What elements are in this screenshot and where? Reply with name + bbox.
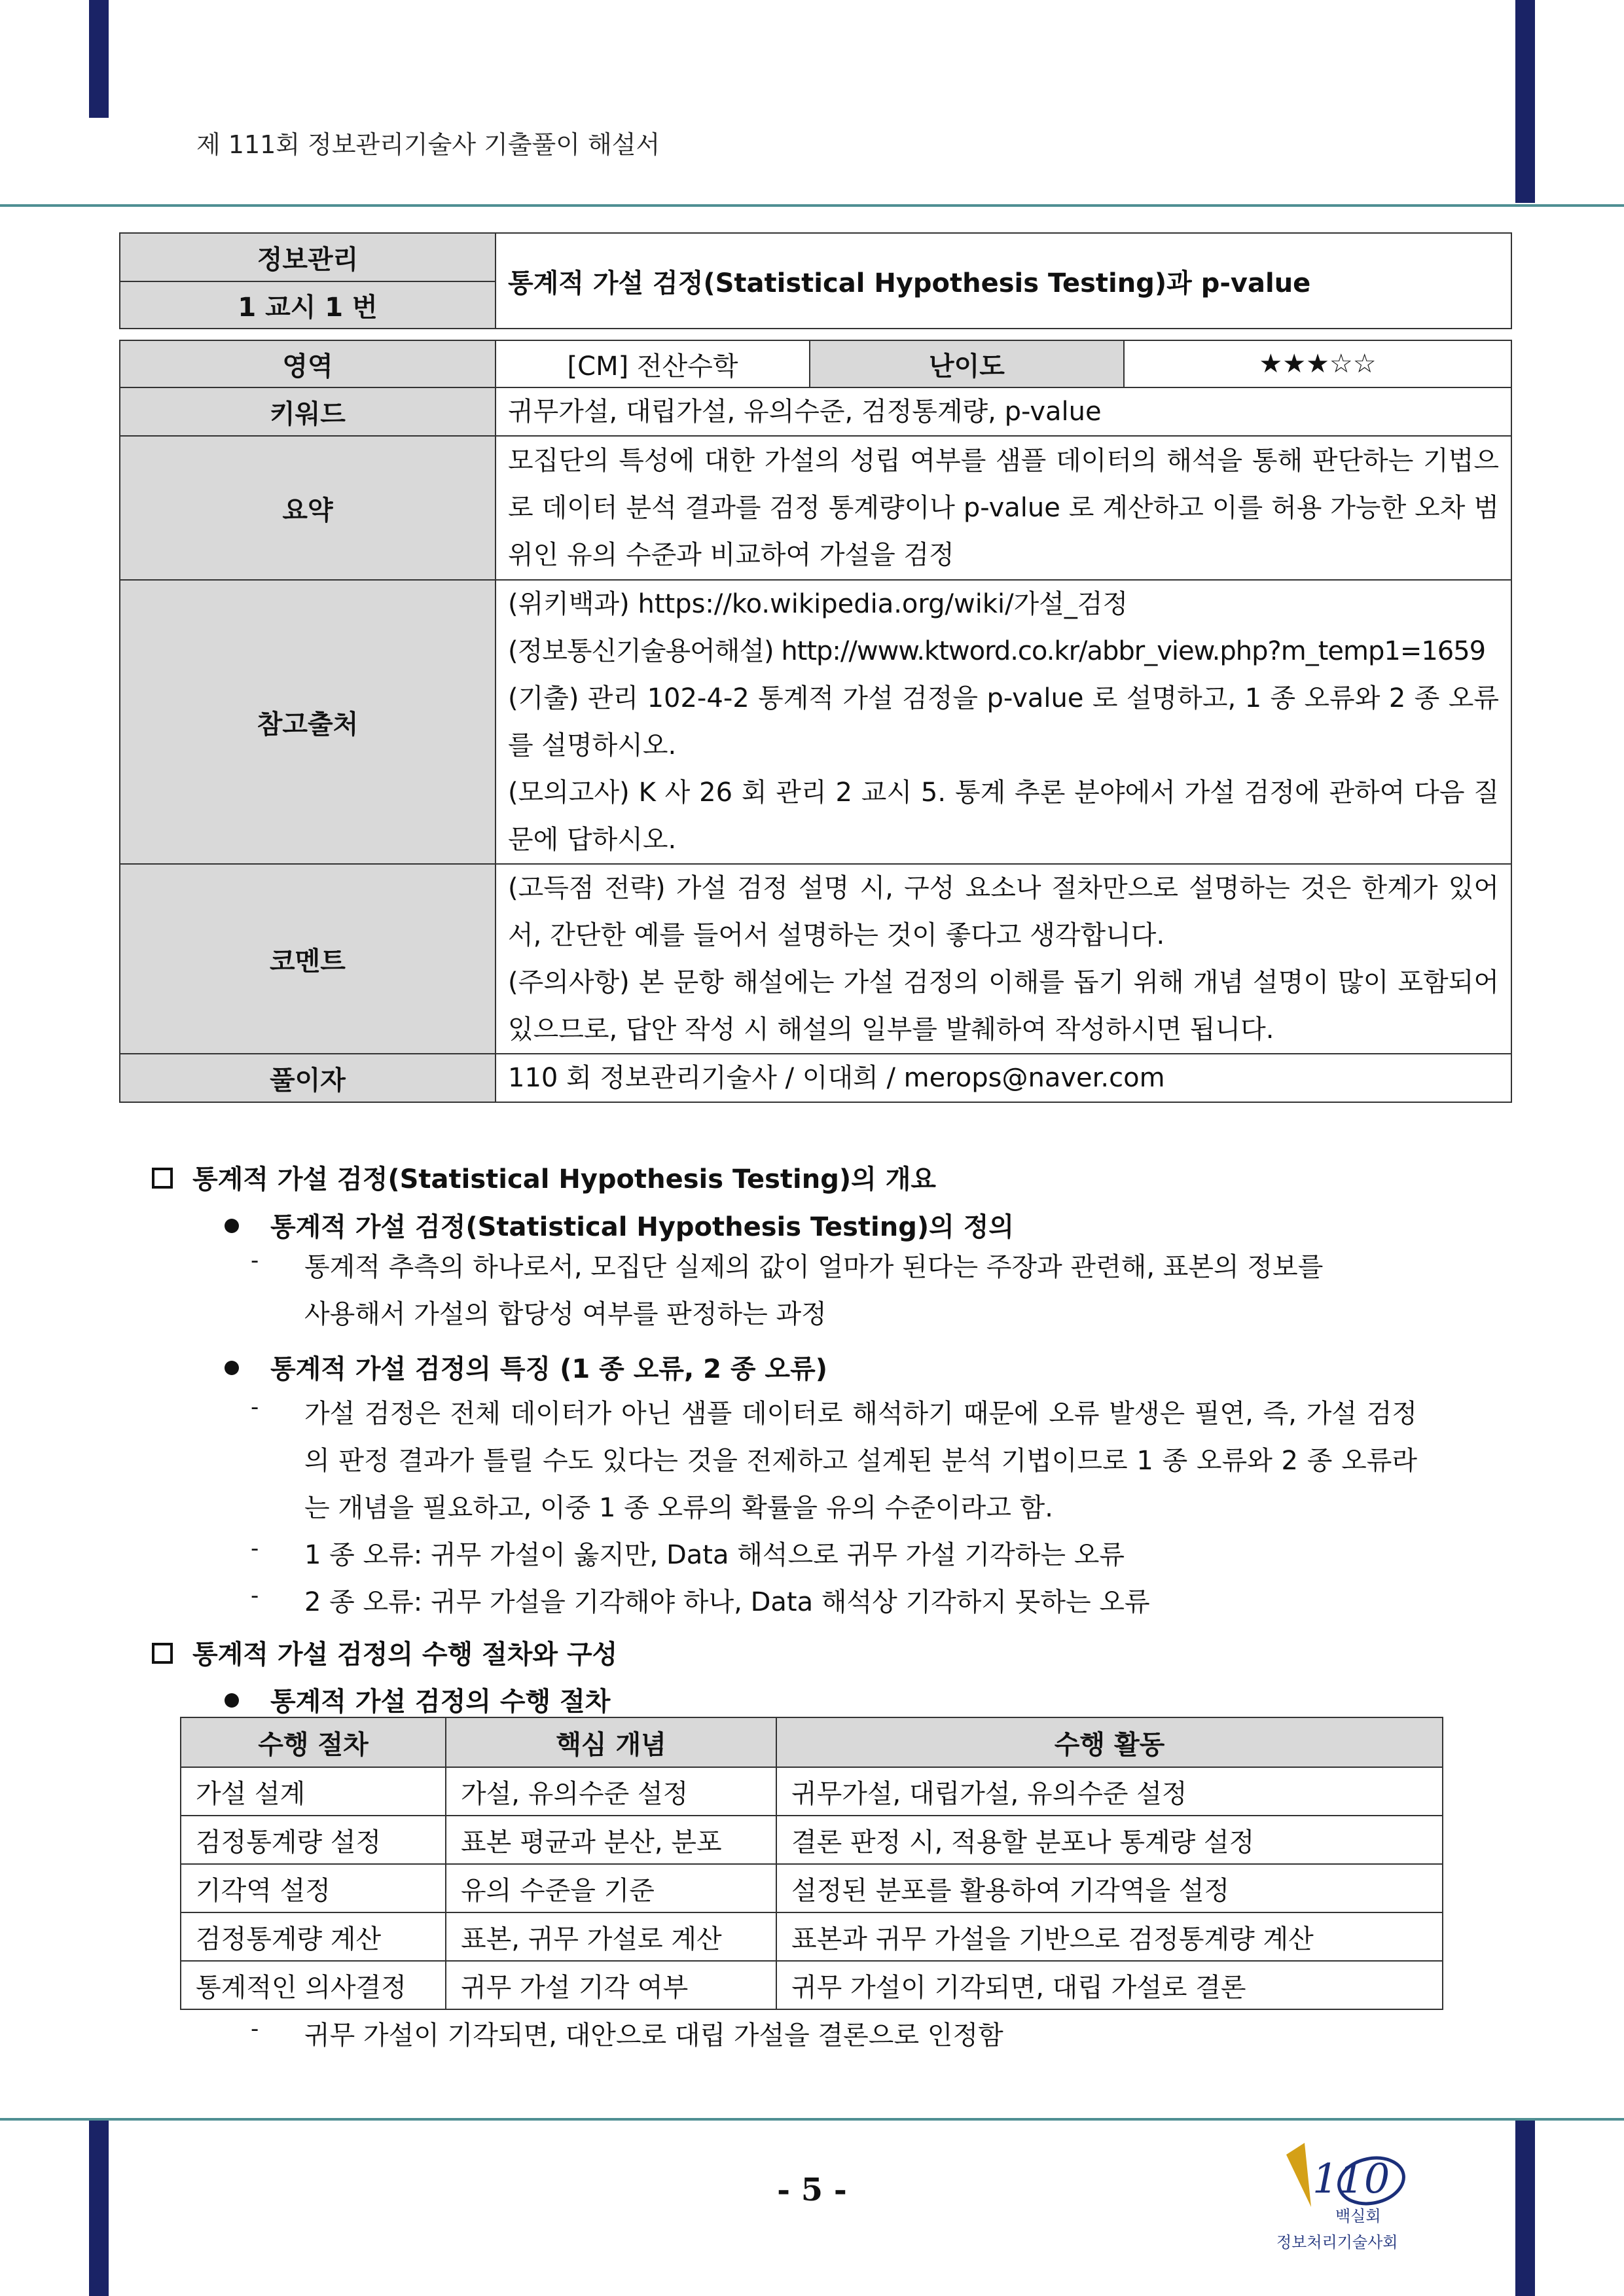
author-value: 110 회 정보관리기술사 / 이대희 / merops@naver.com xyxy=(496,1054,1511,1102)
dash-icon: - xyxy=(251,1247,259,1274)
comment-label: 코멘트 xyxy=(120,864,496,1054)
club-logo-icon xyxy=(1273,2135,1424,2259)
footer-rule xyxy=(0,2118,1624,2121)
topic-title: 통계적 가설 검정(Statistical Hypothesis Testing)과 p-value xyxy=(496,233,1511,329)
topic-table xyxy=(119,232,1512,329)
comment-item: (주의사항) 본 문항 해설에는 가설 검정의 이해를 돕기 위해 개념 설명이 많이 포함되어 있으므로, 답안 작성 시 해설의 일부를 발췌하여 작성하시면 됩니다. xyxy=(508,967,1499,1045)
dash-icon: - xyxy=(251,1583,259,1609)
svg-text:백실회: 백실회 xyxy=(1335,2207,1381,2225)
table-row xyxy=(181,1816,1443,1864)
table-cell: 기각역 설정 xyxy=(181,1864,446,1912)
definition-item: - 통계적 추측의 하나로서, 모집단 실제의 값이 얼마가 된다는 주장과 관련해, 표본의 정보를 사용해서 가설의 합당성 여부를 판정하는 과정 xyxy=(304,1244,1352,1338)
subsection-definition-heading: 통계적 가설 검정(Statistical Hypothesis Testing)의 정의 xyxy=(225,1206,1014,1244)
section-overview-heading: 통계적 가설 검정(Statistical Hypothesis Testing)의 개요 xyxy=(152,1158,936,1196)
category-cell: 정보관리 xyxy=(120,233,496,281)
table-row xyxy=(181,1767,1443,1816)
table-cell: 통계적인 의사결정 xyxy=(181,1961,446,2009)
dash-icon: - xyxy=(251,1394,259,1420)
features-item: - 가설 검정은 전체 데이터가 아닌 샘플 데이터로 해석하기 때문에 오류 발생은 필연, 즉, 가설 검정의 판정 결과가 틀릴 수도 있다는 것을 전제하고 설계된 분석 기법이므로 1 종 오류와 2 종 오류라는 개념을 필요하고, 이중 1 종 오류의 확률을 유의 수준이라고 함. xyxy=(304,1390,1417,1532)
author-label: 풀이자 xyxy=(120,1054,496,1102)
bullet-icon xyxy=(225,1219,239,1233)
svg-text:110: 110 xyxy=(1312,2155,1390,2202)
type1-error-item: - 1 종 오류: 귀무 가설이 옳지만, Data 해석으로 귀무 가설 기각하는 오류 xyxy=(304,1532,1450,1579)
reference-item: (위키백과) https://ko.wikipedia.org/wiki/가설_검정 xyxy=(508,589,1128,619)
reference-item: (기출) 관리 102-4-2 통계적 가설 검정을 p-value 로 설명하고, 1 종 오류와 2 종 오류를 설명하시오. xyxy=(508,683,1500,761)
table-cell: 표본 평균과 분산, 분포 xyxy=(446,1816,776,1864)
final-note-item: - 귀무 가설이 기각되면, 대안으로 대립 가설을 결론으로 인정함 xyxy=(304,2012,1417,2059)
reference-item: (정보통신기술용어해설) http://www.ktword.co.kr/abbr_view.php?m_temp1=1659 xyxy=(508,636,1486,666)
table-row xyxy=(181,1864,1443,1912)
subsection-procedure-heading: 통계적 가설 검정의 수행 절차 xyxy=(225,1681,610,1718)
difficulty-rating: ★★★☆☆ xyxy=(1124,340,1511,387)
procedure-header-row xyxy=(181,1717,1443,1767)
area-label: 영역 xyxy=(120,340,496,387)
difficulty-label: 난이도 xyxy=(810,340,1124,387)
checkbox-bullet-icon xyxy=(152,1643,173,1664)
table-row xyxy=(181,1912,1443,1961)
table-cell: 귀무가설, 대립가설, 유의수준 설정 xyxy=(776,1767,1443,1816)
table-cell: 표본과 귀무 가설을 기반으로 검정통계량 계산 xyxy=(776,1912,1443,1961)
section-procedure-heading: 통계적 가설 검정의 수행 절차와 구성 xyxy=(152,1634,617,1671)
header-rule xyxy=(0,204,1624,207)
comment-list xyxy=(496,864,1511,1054)
info-table xyxy=(119,340,1512,1103)
page-number: - 5 - xyxy=(777,2172,847,2208)
table-cell: 가설, 유의수준 설정 xyxy=(446,1767,776,1816)
comment-item: (고득점 전략) 가설 검정 설명 시, 구성 요소나 절차만으로 설명하는 것은 한계가 있어서, 간단한 예를 들어서 설명하는 것이 좋다고 생각합니다. xyxy=(508,873,1499,950)
table-row xyxy=(181,1961,1443,2009)
keyword-label: 키워드 xyxy=(120,387,496,436)
bullet-icon xyxy=(225,1361,239,1375)
reference-list xyxy=(496,580,1511,864)
keyword-value: 귀무가설, 대립가설, 유의수준, 검정통계량, p-value xyxy=(496,387,1511,436)
summary-value: 모집단의 특성에 대한 가설의 성립 여부를 샘플 데이터의 해석을 통해 판단하는 기법으로 데이터 분석 결과를 검정 통계량이나 p-value 로 계산하고 이를 허용 가능한 오차 범위인 유의 수준과 비교하여 가설을 검정 xyxy=(496,436,1511,580)
reference-label: 참고출처 xyxy=(120,580,496,864)
table-cell: 검정통계량 계산 xyxy=(181,1912,446,1961)
checkbox-bullet-icon xyxy=(152,1168,173,1189)
procedure-table xyxy=(180,1717,1443,2010)
procedure-header: 수행 절차 xyxy=(181,1717,446,1767)
table-cell: 유의 수준을 기준 xyxy=(446,1864,776,1912)
dash-icon: - xyxy=(251,2016,259,2042)
procedure-header: 수행 활동 xyxy=(776,1717,1443,1767)
reference-item: (모의고사) K 사 26 회 관리 2 교시 5. 통계 추론 분야에서 가설 검정에 관하여 다음 질문에 답하시오. xyxy=(508,778,1499,855)
bullet-icon xyxy=(225,1693,239,1708)
area-value: [CM] 전산수학 xyxy=(496,340,810,387)
dash-icon: - xyxy=(251,1535,259,1562)
summary-label: 요약 xyxy=(120,436,496,580)
svg-text:정보처리기술사회: 정보처리기술사회 xyxy=(1276,2233,1398,2251)
table-cell: 검정통계량 설정 xyxy=(181,1816,446,1864)
session-cell: 1 교시 1 번 xyxy=(120,281,496,329)
table-cell: 설정된 분포를 활용하여 기각역을 설정 xyxy=(776,1864,1443,1912)
type2-error-item: - 2 종 오류: 귀무 가설을 기각해야 하나, Data 해석상 기각하지 못하는 오류 xyxy=(304,1579,1450,1626)
table-cell: 결론 판정 시, 적용할 분포나 통계량 설정 xyxy=(776,1816,1443,1864)
left-top-bar xyxy=(89,0,109,118)
subsection-features-heading: 통계적 가설 검정의 특징 (1 종 오류, 2 종 오류) xyxy=(225,1348,827,1386)
right-top-bar xyxy=(1515,0,1535,203)
table-cell: 귀무 가설 기각 여부 xyxy=(446,1961,776,2009)
procedure-header: 핵심 개념 xyxy=(446,1717,776,1767)
table-cell: 귀무 가설이 기각되면, 대립 가설로 결론 xyxy=(776,1961,1443,2009)
table-cell: 가설 설계 xyxy=(181,1767,446,1816)
table-cell: 표본, 귀무 가설로 계산 xyxy=(446,1912,776,1961)
document-header-title: 제 111회 정보관리기술사 기출풀이 해설서 xyxy=(196,130,660,159)
